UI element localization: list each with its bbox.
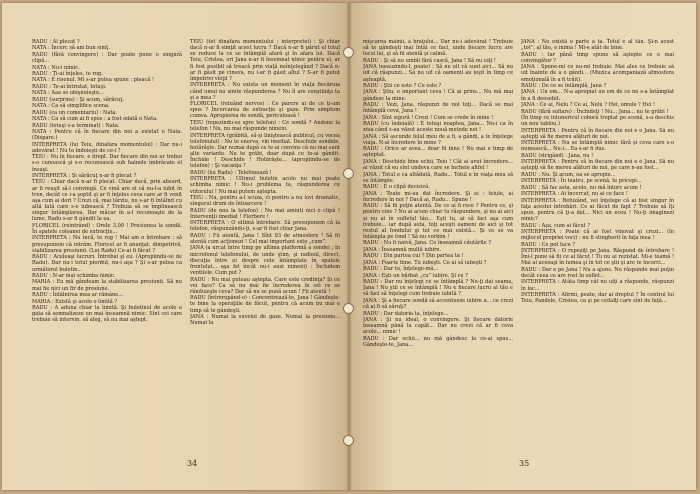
text-paragraph: RADU : Şi să nu umbli fără cască, Jana ! Să nu uiţi ! bbox=[363, 57, 496, 64]
text-paragraph: JANA (neauzindu-l, poate) : Să nu uit că sunt aici... Să nu uit că răspunzi... Să nu uit că oamenii au ieşit în timp ce aşteaptă. bbox=[363, 64, 513, 83]
text-paragraph: INTERPRETA : O repeziţi pe Jana. Răspund de întrebare ! Îmi-l pune să fii ce ai făcut ! Tu nu ai rezistat. Mi-e teamă ! Mai ai aceeaşi în lumea şi în tot ce ştii şi are te încerci... bbox=[521, 248, 674, 267]
text-paragraph: JANA : Deschide bine ochii, Teiu ! Cât ai avut încredere... ai văzut că eu sînt undeva care se încheie altfel ! bbox=[363, 158, 513, 172]
text-paragraph: RADU : Ai plecat ? bbox=[32, 39, 80, 45]
text-paragraph: INTERPRETA : Pentru că în fiecare din noi e o Jana. Să nu aştepţi să fie mereu alături de noi. bbox=[521, 127, 674, 140]
text-paragraph: RADU : Aşa, cum ai făcut ? bbox=[521, 222, 591, 229]
text-paragraph: JANA : Înseamnă multă iubire. bbox=[363, 246, 442, 253]
text-paragraph: TEIU : Nu, pentru a-l scuza, ci pentru a nu lovi dramatic, singurul drum de întoarcere ! bbox=[190, 194, 340, 208]
text-paragraph: MARIA : Există şi acolo o limită ? bbox=[32, 298, 118, 305]
text-paragraph: mişcarea mâinii, a braţului... Dar nu-i adevărat ! Trebuie să te gândeşti mai întâi ce faci, unde fiecare lucru are locul lui, şi să fii atentă şi calmă. bbox=[363, 39, 513, 58]
text-paragraph: MARIA : Eu mă gândeam la stabilizarea presiunii. Să nu mai fie nici un fir de presiune. bbox=[32, 279, 182, 292]
text-paragraph: INTERPRETA : Refuzând, vei înţelege că ai fost singur în faţa acestei întrebări. Ce ai făcut de fapt ? Trebuie să îţi spun, pentru că ţi-a dat... Nici un ecou ! Nu-ţi imaginezi nimic? bbox=[521, 197, 674, 223]
text-paragraph: FLORICEL (reluând nervos) : Ce parere ai de ce ţi-am spus ? Încercarea de extracţie şi gaze. Prin simptom cumva. Apropierea de sondă, periculoasă ! bbox=[190, 101, 340, 120]
binding-gutter bbox=[346, 3, 352, 490]
text-paragraph: JANA : Şi nu ideal, o convingere. Şi fiecare datorie înseamnă până la capăt... Dar nu crezi că ar fi ceva acolo... nimic ! bbox=[363, 317, 513, 336]
text-paragraph: INTERPRETA (grăbită, să-şi liniştească publicul, cu vocea telefonului) : Nu te enerva, vin imediat. Deschide sondele, hotărăşte. Dar numai după ce te-ai convins că nu mai sunt alte variante. Nu te grăbi, doar după ce te-ai gândit. Închide ! Deschide ! Hotărăşte... (apropiindu-se de telefon) : Şi vacanţa ? bbox=[190, 132, 340, 170]
text-paragraph: JANA : Eşti un bărbat „cu” iubire. Şi ce ? bbox=[363, 272, 468, 279]
text-paragraph: JANA : Totul e ca altădată, Radu... Totul e în viaţa mea să se întâmple. bbox=[363, 171, 513, 184]
text-paragraph: (În timp ce intunericul coborâ treptat pe scenă, s-a deschis un nou tablou.) bbox=[521, 114, 674, 128]
text-paragraph: RADU : Dar e pe Jana ! Nu a ajuns. Nu răspunde mai puţin decât ceea ce are rost în suflet... bbox=[521, 266, 674, 280]
text-paragraph: JANA : Să ascunde felul meu de a fi, a gândi, a te înţelege viaţa. N-ai încredere în mine ? bbox=[363, 133, 513, 146]
text-paragraph: INTERPRETA : Afirmi, poate, dar ai dreptul ? În centrul lui Teiu, Pandele, Cristea, ca şi pe ceilalţi care sînt de faţă... bbox=[521, 292, 674, 305]
text-paragraph: RADU (totuşi s-a terminat) : Nata. bbox=[32, 122, 120, 129]
right-page-column-2 bbox=[521, 39, 674, 459]
text-paragraph: JANA : Numai la suveiul de gaze. Numai la presiune... Numai la bbox=[190, 314, 340, 327]
right-page-column-1 bbox=[363, 39, 513, 459]
text-paragraph: RADU : Dar nu înţelegi ce se întâmplă ? Nu-ţi dai seama, Jana ! Nu ştii ce se întâmplă ! Nu e fiecare lucru al tău e să faci să înţelegi cum trebuie iubită ? bbox=[363, 279, 513, 298]
left-page-column-2 bbox=[190, 39, 340, 459]
binding-hole bbox=[343, 435, 354, 446]
text-paragraph: RADU (fără suflare) : Închideţi ! Nu... Jana... nu te grăbi ! bbox=[521, 108, 669, 115]
text-paragraph: INTERPRETA : Atâta timp cât nu uiţi a răspunde, răspunzi în loc... bbox=[521, 279, 674, 292]
text-paragraph: JANA : Ştiu, e important ceva ! Că ai prins... Nu mă mai gândesc la mine. bbox=[363, 89, 513, 102]
text-paragraph: JANA : Foarte bine. Tu iubeşti. Ce ai să iubeşti ? bbox=[363, 259, 487, 266]
text-paragraph: TEIU (tot dinafara momentului ; interpretei) : Şi chiar dacă n-ar fi simţit acest lucru ? Dacă n-ar fi părut el totul se reduce la ce se întâmplă afară şi în afara lui. Dacă Teiu, Cristea, ori Jana n-ar fi însemnat nimic pentru el, ar fi fost posibil să treacă prin viaţă neînţelegând ? Dacă n-ar fi găsit pe cineva, nu i-ar fi găsit altul ? S-ar fi putut împotrivi vieţii ? bbox=[190, 39, 340, 82]
text-paragraph: RADU : Fii atentă, Jana ! Sînt 93 de atmosfere ! Să fii atentă cum acţionezi ! Cel mai important este „cum”. bbox=[190, 232, 340, 245]
text-paragraph: RADU : Să fac asta, acolo, nu mă întorc acum ! bbox=[521, 184, 642, 191]
text-paragraph: TEIU (repezindu-se spre telefon) : Ce sondă ? Andone la telefon ! Nu, nu mai răspunde nimeni. bbox=[190, 119, 340, 133]
book-spread bbox=[2, 3, 696, 490]
text-paragraph: NATA : Ca să cum ai fi spus : a fost odată o Nata. bbox=[32, 116, 158, 123]
text-paragraph: JANA (a urcat între timp pe ultima platformă a sondei ; în microfonul telefonului, de unde ştim, şi radioul, direct, discuţia între ei despre cele întâmplate în spatele frontului... aşa fel încât nu-i auzi nimeni) : Închidem ventilele. Cum pot ? bbox=[190, 245, 340, 277]
text-paragraph: RADU : De ce se întâmplă, Jana ? bbox=[521, 82, 607, 89]
text-paragraph: JANA : Şi a fiecare sondă să accentueze iubire a... ce crezi că ai fi să săruţi? bbox=[363, 297, 513, 311]
text-paragraph: RADU : Dar datoria ta, înţelege... bbox=[363, 310, 449, 317]
binding-hole bbox=[343, 47, 354, 58]
text-paragraph: INTERPRETA : O ultimă întrebare. Să presupunem că la telefon, răspunzându-ţi, s-ar fi fost chiar Jana. bbox=[190, 220, 340, 233]
text-paragraph: RADU (de nou la telefon) : Nu mai aminti nici o clipă ! Intervenţii imediat ! Fierbere ! bbox=[190, 207, 340, 220]
text-paragraph: RADU : Ştii ce este ? Ce este ? bbox=[363, 82, 442, 89]
text-paragraph: RADU (fără convingere) : Dar poate pune o singură clipă... bbox=[32, 51, 182, 65]
text-paragraph: RADU : Să fii puţin atentă. De ce ai fi rece ? Pentru ce, şi pentru cine ? Nu ai acum chiar tu răspundere, şi nu ai aici şi nu ai în sufletul tău... Eşti tu, ai să faci aşa cum trebuie... iar după asta, toţi aceşti oameni de aici şi tot restul al fondului şi tot ce mai există... Şi ce se va întâmpla pe fond ! Să nu vorbim ! bbox=[363, 203, 513, 240]
text-paragraph: RADU (strigând) : Jana, nu ! bbox=[521, 152, 594, 159]
text-paragraph: RADU : Iar până timp spune să aştepte ce e mai convingător ? bbox=[521, 51, 674, 64]
text-paragraph: NATA : Aaa se obişnuieşte... bbox=[32, 90, 104, 97]
text-paragraph: JANA : Un om... N-a apropiat un om de ce mi s-a întâmplat în a fi deosebit. bbox=[521, 89, 674, 102]
text-paragraph: TEIU : Chiar dacă n-ar fi plecat. Chiar dacă, prin absurd, ar fi reuşit să-l convingă. Ce vină are el că nu-l-a iubit în tren, decât ce i-a şoptit şi ar fi înţeles ceva care ar fi venit aşa cum ai dori ? Crezi că, mai târziu, nu s-ar fi întâlnit cu altă fată care s-o iubească ? Trebuia să se împlinească singur întâmplarea. Dar măcar în a-l recunoaşte de la lume, Radu s-ar fi gândit la ea. bbox=[32, 179, 182, 223]
text-paragraph: RADU : Dar ochii... nu mă gândesc la ce-ai spus... Gândeşte-te, Jana... bbox=[363, 335, 513, 348]
text-paragraph: INTERPRETA : Nu se întâmplă nimic fără şi ceva care s-o numească... Nu-i... Ea s-ar fi dus. bbox=[521, 140, 674, 153]
text-paragraph: NATA : E risenul. Mi s-ar putea spune : pleacă ! bbox=[32, 77, 154, 84]
text-paragraph: RADU : A aduna chiar la limită. Şi buletinul de acolo e gata să semnalizeze un mai înseamnă nimic. Sînt cei care trebuie să intervin, să aleg, să nu mai aştept. bbox=[32, 304, 182, 324]
text-paragraph: RADU (surprins) : Şi acum, sărăcuţ. bbox=[32, 96, 125, 103]
text-paragraph: TEIU : Nu în fiecare, e drept. Dar fiecare din noi ar trebui s-o cunoască şi s-o recunoască sub hainele îmbrăcate el însuşi. bbox=[32, 154, 182, 173]
text-paragraph: RADU : N-ar mai schimba nimic. bbox=[32, 273, 116, 280]
text-paragraph: NATA : Pentru că în fiecare din noi a existat o Nata. (Dispare.) bbox=[32, 129, 182, 142]
text-paragraph: RADU : Nu fi naivă, Jana. Ce înseamnă căutările ? bbox=[363, 240, 491, 247]
text-paragraph: RADU : Nu. Şi acum, ea se apropie... bbox=[521, 171, 616, 178]
text-paragraph: RADU : Te-ai întristat, totuşi. bbox=[32, 83, 107, 90]
text-paragraph: INTERPRETA : Ai încercat, nu ai ce face ! bbox=[521, 191, 628, 198]
text-paragraph: RADU : Ce pot face ? bbox=[521, 241, 576, 248]
text-paragraph: INTERPRETA : Nu încă, te rog ! Mai am o întrebare : să presupunem că intrăm. Floricel ar fi anunţat, dimpotrivă, stabilizarea presiunii. (Lui Radu) Ce-ai fi făcut ? bbox=[32, 235, 182, 254]
text-paragraph: RADU : Ţi-ai înţeles, te rog. bbox=[32, 70, 103, 77]
text-paragraph: RADU (întrerupând-o) : Concentrează-te, Jana ! Gândeşte-te bine la operaţiile de făcut, pentru că acum nu mai e timp să te gândeşti. bbox=[190, 295, 340, 314]
text-paragraph: JANA : Spune-mi ce nu-mi trebuie. Mai ales ce trebuie să uit înainte de a o gândi... (Muzica acompaniază atmosfera emoţională în a fi trăit). bbox=[521, 64, 674, 83]
text-paragraph: INTERPRETA (lui Teiu, dinafara momentului) : Dar nu-i adevărat ! Nu te îndoieşti de ce-i ? bbox=[32, 141, 182, 154]
text-paragraph: INTERPRETA : Ultimul buletin acolo nu mai poate schimba nimic ! Nu-i problema ta, răspunderea ce viitorului ! Nu mai putem aştepta. bbox=[190, 176, 340, 195]
left-page-column-1 bbox=[32, 39, 182, 459]
text-paragraph: RADU (ca un comentariu) : Nata. bbox=[32, 109, 118, 116]
text-paragraph: RADU : Aceleaşi lucruri. Întrebai şi eu. (Apropiindu-se de Radu). Dar nu-i totul pierdut, nu-i aşa ? Şi s-ar putea ca următorul buletin... bbox=[32, 254, 182, 273]
text-paragraph: RADU : Dar tu, înţelege-mă... bbox=[363, 266, 439, 273]
text-paragraph: INTERPRETA : În teatru, pe scenă, te pricepi... bbox=[521, 178, 642, 185]
text-paragraph: NATA : Ca să simplifice scena. bbox=[32, 103, 110, 110]
text-paragraph: RADU : Nu mai puteau aştepta. Care este credinţa? Și ce vei face? Ca să nu mai fie încrederea în cel ce se rânduieşte ceva? Dar să nu se pună acum ! Fii atentă ! bbox=[190, 276, 340, 295]
text-paragraph: INTERPRETA : Pentru că în fiecare din noi e o Jana. Să nu aştepţi să fie mereu alături de noi, pe care n-au fost... bbox=[521, 159, 674, 172]
right-page bbox=[349, 3, 696, 490]
text-paragraph: NATA : Încerc să am bun simţ. bbox=[32, 45, 110, 52]
text-paragraph: RADU : Vezi, Jana, răspunzi de noi toţi... Dacă se mai întâmplă ceva, Jana ! bbox=[363, 102, 513, 115]
text-paragraph: JANA : Ce ai, Nelu ? Ce ai, Nelu ? Hei, omule ? Hei ! bbox=[521, 102, 656, 109]
text-paragraph: INTERPRETA : Nu exista un moment în viaţa fiecăruia când omul nu simte răspunderea ? Nu îl are conştiinţa ta şi a mea ? bbox=[190, 82, 340, 101]
text-paragraph: RADU (lui Radu) : Telefonează ! bbox=[190, 169, 272, 176]
text-paragraph: JANA : Toate mi-au dat încredere. Şi ei : teiule, ai încredere în noi ? Dacă ai, Radu... Spune ! bbox=[363, 190, 513, 203]
left-page bbox=[2, 3, 349, 490]
text-paragraph: JANA : Sînt sigură ! Crezi ! Cum se crede în mine ! bbox=[363, 114, 494, 121]
text-paragraph: NATA : Nu-i nimic. bbox=[32, 64, 80, 71]
binding-hole bbox=[343, 303, 354, 314]
text-paragraph: RADU : E o clipă decisivă. bbox=[363, 184, 430, 191]
page-number-right: 35 bbox=[519, 459, 530, 468]
text-paragraph: INTERPRETA : Şi sărăcuţ n-ar fi plecat ? bbox=[32, 173, 137, 180]
text-paragraph: INTERPRETA : Poate că ai fost vinovat şi crezi... (în mijlocul propriei voci) : nu fi stingherit în faţa mea ! bbox=[521, 229, 674, 242]
text-paragraph: RADU : Din partea cui ? Din partea ta ! bbox=[363, 253, 464, 260]
text-paragraph: JANA : Nu există o parte a ta. Totul e al tău. Şi-n acest „tot”, al tău, e inima ! Mi-e atât de bine. bbox=[521, 39, 674, 52]
text-paragraph: FLORICEL (reintrând) : Orele 3,00 ! Presiunea la sondă. În spatele coloanei de extracţie... bbox=[32, 222, 182, 236]
text-paragraph: RADU : Întâlnirea mea ar rămâne... bbox=[32, 292, 124, 299]
page-number-left: 34 bbox=[187, 459, 198, 468]
text-paragraph: RADU (cu îndoială) : E totuşi noaptea, Jana... Nu-i ca în ziua când s-au văzut aceste nouă metode noi ! bbox=[363, 121, 513, 134]
binding-hole bbox=[343, 168, 354, 179]
text-paragraph: RADU : Orice ar avea... doar fii bine ! Nu mai e timp de aşteptat. bbox=[363, 146, 513, 159]
